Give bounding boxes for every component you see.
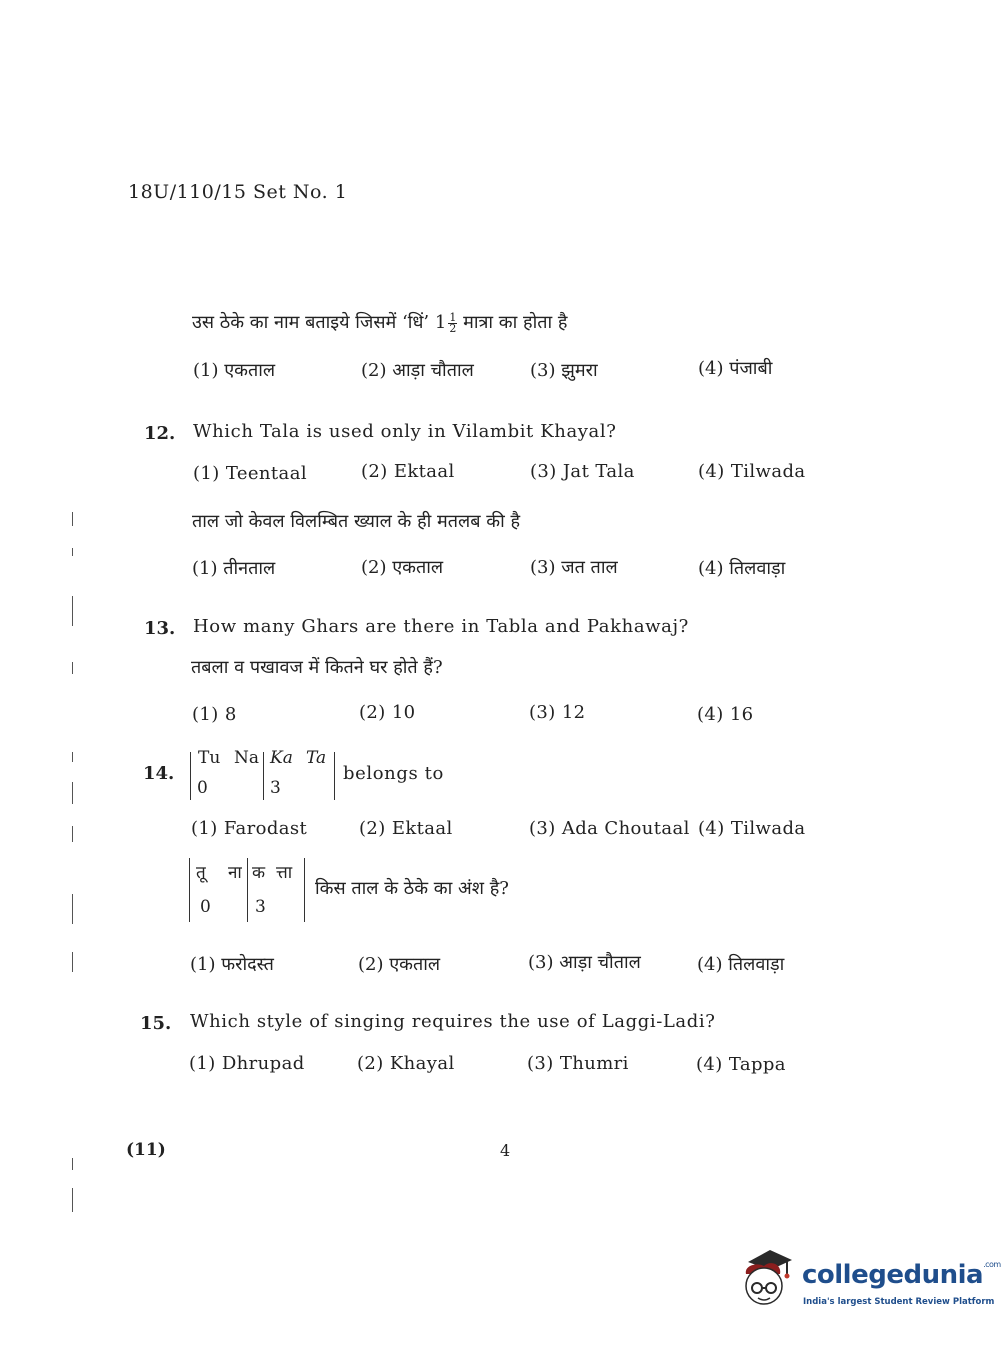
fraction: $\frac{1}{2}$ (449, 310, 457, 335)
question-hindi-text: तबला व पखावज में कितने घर होते हैं? (191, 657, 443, 678)
paper-code: 18U/110/15 Set No. 1 (128, 181, 348, 203)
bol: Na (234, 748, 260, 768)
margin-mark (72, 512, 73, 526)
option: (3) आड़ा चौताल (528, 952, 641, 973)
option: (2) Ektaal (361, 461, 455, 482)
footer-code: (11) (126, 1140, 166, 1160)
beat-mark: 3 (270, 778, 281, 798)
question-number: 12. (144, 423, 176, 444)
divider (190, 752, 191, 800)
margin-mark (72, 1188, 73, 1212)
divider (304, 858, 305, 922)
divider (189, 858, 190, 922)
option: (4) 16 (697, 704, 754, 725)
question-text: Which style of singing requires the use of Laggi-Ladi? (190, 1011, 716, 1032)
q11-hindi-pre: उस ठेके का नाम बताइये जिसमें ‘धिं’ 1 (192, 312, 447, 333)
margin-mark (72, 826, 73, 842)
margin-mark (72, 752, 73, 762)
margin-mark (72, 548, 73, 556)
option: (1) Dhrupad (189, 1053, 305, 1074)
option: (4) Tilwada (698, 461, 806, 482)
margin-mark (72, 1158, 73, 1170)
option: (3) Jat Tala (530, 461, 635, 482)
option: (1) 8 (192, 704, 237, 725)
margin-mark (72, 662, 73, 674)
option: (3) झुमरा (530, 360, 598, 381)
question-text: Which Tala is used only in Vilambit Khayal? (193, 421, 617, 442)
bol: त्ता (276, 863, 293, 883)
option: (3) 12 (529, 702, 586, 723)
option: (4) तिलवाड़ा (697, 954, 785, 975)
bol: Ta (306, 748, 327, 768)
bol: ना (228, 863, 242, 883)
option: (1) एकताल (193, 360, 276, 381)
beat-mark: 0 (200, 897, 211, 917)
divider (334, 752, 335, 800)
question-number: 15. (140, 1013, 172, 1034)
question-hindi-text: ताल जो केवल विलम्बित ख्याल के ही मतलब की है (192, 511, 521, 532)
q11-hindi-post: मात्रा का होता है (463, 312, 568, 333)
question-hindi-text: किस ताल के ठेके का अंश है? (315, 878, 509, 899)
logo-tagline: India's largest Student Review Platform (803, 1297, 995, 1307)
question-text: belongs to (343, 763, 444, 784)
option: (3) जत ताल (530, 557, 618, 578)
mascot-icon (740, 1248, 798, 1308)
collegedunia-logo[interactable] (740, 1248, 1001, 1314)
margin-mark (72, 782, 73, 804)
option: (3) Thumri (527, 1053, 629, 1074)
question-11-hindi-text (192, 310, 567, 334)
option: (1) फरोदस्त (190, 954, 274, 975)
margin-mark (72, 596, 73, 626)
option: (3) Ada Choutaal (529, 818, 690, 839)
bol: Tu (198, 748, 221, 768)
option: (4) पंजाबी (698, 358, 773, 379)
bol: क (252, 863, 266, 883)
option: (4) Tappa (696, 1054, 786, 1075)
bol: Ka (270, 748, 293, 768)
option: (2) एकताल (358, 954, 441, 975)
margin-mark (72, 894, 73, 924)
option: (1) Teentaal (193, 463, 307, 484)
question-text: How many Ghars are there in Tabla and Pakhawaj? (193, 616, 689, 637)
beat-mark: 3 (255, 897, 266, 917)
option: (2) Khayal (357, 1053, 455, 1074)
option: (2) एकताल (361, 557, 444, 578)
option: (1) Farodast (191, 818, 308, 839)
divider (247, 858, 248, 922)
divider (263, 752, 264, 800)
bol: तू (196, 863, 206, 883)
option: (4) तिलवाड़ा (698, 558, 786, 579)
question-number: 14. (143, 763, 175, 784)
option: (2) 10 (359, 702, 416, 723)
page-number: 4 (500, 1141, 511, 1160)
option: (1) तीनताल (192, 558, 276, 579)
question-number: 13. (144, 618, 176, 639)
option: (2) आड़ा चौताल (361, 360, 474, 381)
option: (4) Tilwada (698, 818, 806, 839)
margin-mark (72, 952, 73, 972)
option: (2) Ektaal (359, 818, 453, 839)
beat-mark: 0 (197, 778, 208, 798)
logo-wordmark: collegedunia$^{.com}$ (802, 1260, 1001, 1290)
